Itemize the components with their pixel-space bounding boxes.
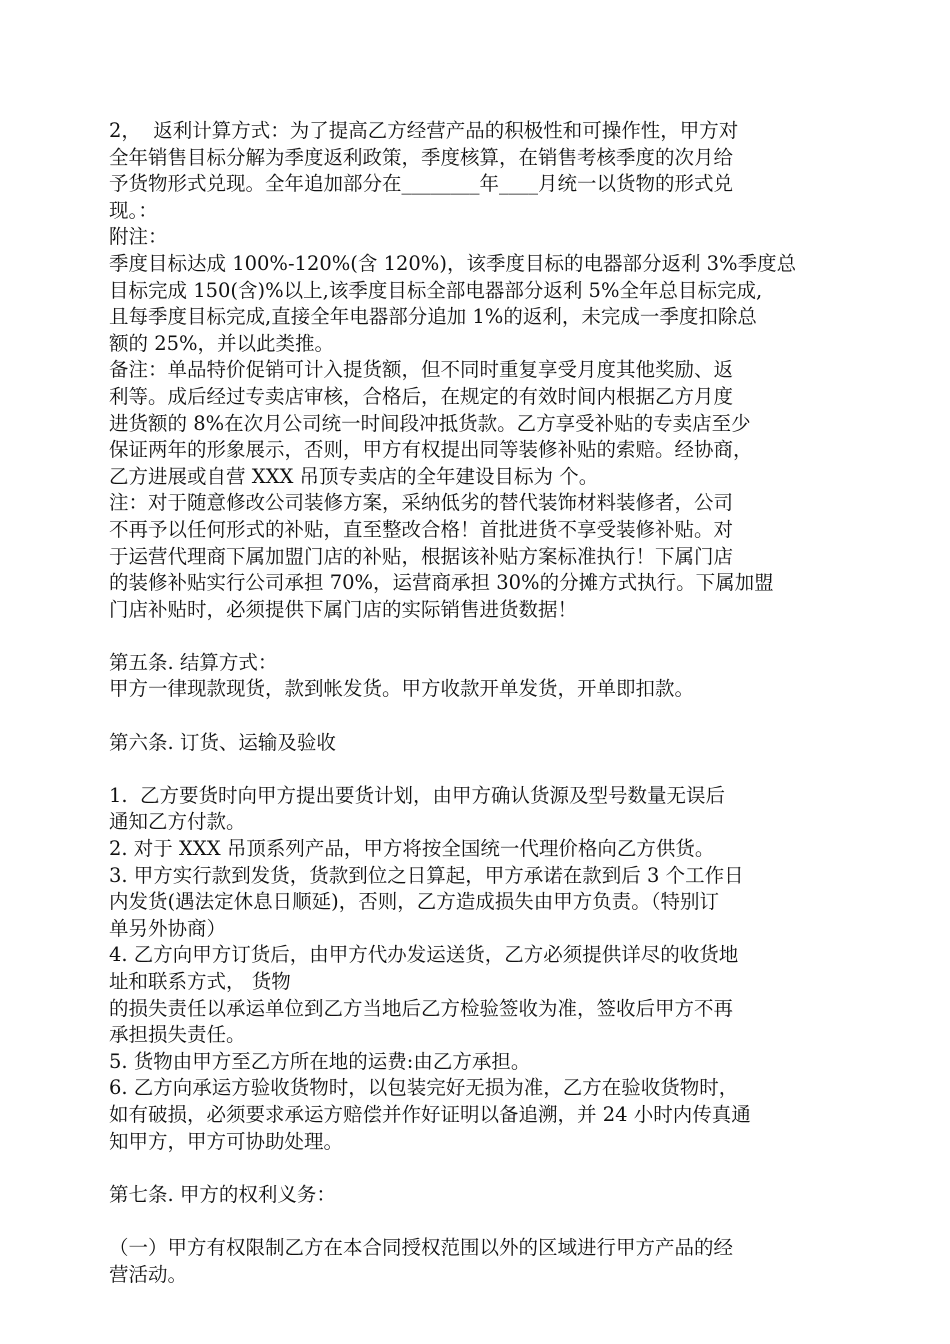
text-line: 附注：: [109, 225, 168, 249]
text-line: 如有破损，必须要求承运方赔偿并作好证明以备追溯，并 24 小时内传真通: [109, 1102, 751, 1126]
blank-line: [109, 756, 849, 783]
text-line: 甲方一律现款现货，款到帐发货。甲方收款开单发货，开单即扣款。: [109, 677, 695, 701]
text-line: 址和联系方式， 货物: [109, 970, 291, 993]
text-line: 单另外协商）: [109, 916, 227, 940]
blank-line: [109, 703, 849, 730]
text-line: 通知乙方付款。: [109, 810, 246, 834]
text-line: 1. 乙方要货时向甲方提出要货计划，由甲方确认货源及型号数量无误后: [109, 783, 726, 807]
text-line: 营活动。: [109, 1262, 188, 1286]
text-line: 内发货(遇法定休息日顺延)，否则，乙方造成损失由甲方负责。（特别订: [109, 890, 719, 914]
text-line: 6. 乙方向承运方验收货物时，以包装完好无损为准，乙方在验收货物时，: [109, 1076, 739, 1100]
text-line: 的损失责任以承运单位到乙方当地后乙方检验签收为准，签收后甲方不再: [109, 996, 734, 1020]
text-line: 利等。成后经过专卖店审核，合格后，在规定的有效时间内根据乙方月度: [109, 384, 734, 408]
text-line: 5. 货物由甲方至乙方所在地的运费:由乙方承担。: [109, 1049, 531, 1073]
text-line: 现。：: [109, 198, 158, 222]
text-line: 且每季度目标完成,直接全年电器部分追加 1%的返利，未完成一季度扣除总: [109, 305, 757, 329]
document-body: [109, 118, 849, 1288]
blank-line: [109, 623, 849, 650]
text-line: 全年销售目标分解为季度返利政策，季度核算，在销售考核季度的次月给: [109, 145, 734, 169]
text-line: 3. 甲方实行款到发货，货款到位之日算起，甲方承诺在款到后 3 个工作日: [109, 863, 744, 887]
text-line: 注：对于随意修改公司装修方案，采纳低劣的替代装饰材料装修者，公司: [109, 491, 734, 515]
text-line: 于运营代理商下属加盟门店的补贴，根据该补贴方案标准执行！下属门店: [109, 544, 734, 568]
text-line: 4. 乙方向甲方订货后，由甲方代办发运送货，乙方必须提供详尽的收货地: [109, 943, 739, 967]
blank-line: [109, 1155, 849, 1182]
text-line: 承担损失责任。: [109, 1023, 246, 1047]
text-line: 额的 25%，并以此类推。: [109, 331, 335, 355]
text-line: 乙方进展或自营 XXX 吊顶专卖店的全年建设目标为 个。: [109, 464, 599, 488]
blank-line: [109, 1208, 849, 1235]
section-heading: 第六条. 订货、运输及验收: [109, 730, 336, 754]
text-line: 季度目标达成 100%-120%(含 120%)，该季度目标的电器部分返利 3%季度总: [109, 251, 797, 275]
text-line: 2. 对于 XXX 吊顶系列产品，甲方将按全国统一代理价格向乙方供货。: [109, 837, 715, 861]
text-line: （一）甲方有权限制乙方在本合同授权范围以外的区域进行甲方产品的经: [109, 1235, 734, 1259]
text-line: 保证两年的形象展示，否则，甲方有权提出同等装修补贴的索赔。经协商，: [109, 438, 753, 462]
text-line: 的装修补贴实行公司承担 70%，运营商承担 30%的分摊方式执行。下属加盟: [109, 571, 774, 595]
text-line: 2， 返利计算方式：为了提高乙方经营产品的积极性和可操作性，甲方对: [109, 119, 739, 142]
section-heading: 第五条. 结算方式：: [109, 650, 278, 674]
text-line: 予货物形式兑现。全年追加部分在________年____月统一以货物的形式兑: [109, 172, 734, 196]
text-line: 门店补贴时，必须提供下属门店的实际销售进货数据！: [109, 597, 578, 621]
section-heading: 第七条. 甲方的权利义务：: [109, 1182, 336, 1206]
text-line: 不再予以任何形式的补贴，直至整改合格！首批进货不享受装修补贴。对: [109, 517, 734, 541]
text-line: 目标完成 150(含)%以上,该季度目标全部电器部分返利 5%全年总目标完成,: [109, 278, 763, 302]
text-line: 知甲方，甲方可协助处理。: [109, 1129, 344, 1153]
text-line: 进货额的 8%在次月公司统一时间段冲抵货款。乙方享受补贴的专卖店至少: [109, 411, 751, 435]
text-line: 备注：单品特价促销可计入提货额，但不同时重复享受月度其他奖励、返: [109, 358, 734, 382]
